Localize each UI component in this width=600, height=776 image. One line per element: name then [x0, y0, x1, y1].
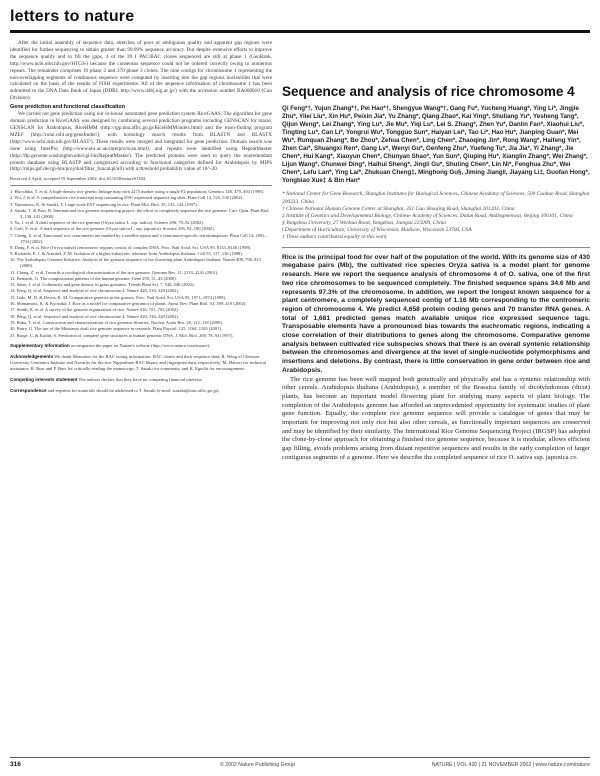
- affiliation-list: [282, 191, 590, 241]
- author-list: Qi Feng*†, Yujun Zhang*†, Pei Hao*†, Shengyue Wang*†, Gang Fu*, Yucheng Huang*, Ying Li*, Jingjie Zhu*, Yilei Liu*, Xin Hu*, Peixin Jia*, Yu Zhang*, Qiang Zhao*, Kai Ying*, Shuliang Yu*, Yesheng Tang*, Qijun Weng*, Lei Zhang*, Ying Lu*, Jie Mu*, Yiqi Lu*, Lei S. Zhang*, Zhen Yu*, Danlin Fan*, Xiaohui Liu*, Tingting Lu*, Can Li*, Yongrui Wu*, Tongguo Sun*, Haiyan Lei*, Tao Li*, Hao Hu*, Jianping Guan*, Mei Wu*, Runquan Zhang*, Bo Zhou*, Zehua Chen*, Ling Chen*, Zhaoqing Jin*, Rong Wang*, Haifeng Yin*, Zhen Cai*, Shuangxi Ren*, Gang Lv*, Wenyi Gu*, Genfeng Zhu*, Yuefeng Tu*, Jia Jia*, Yi Zhang*, Jie Chen*, Hui Kang*, Xiaoyun Chen*, Chunyan Shao*, Yun Sun*, Qiuping Hu*, Xianglin Zhang*, Wei Zhang*, Lijun Wang*, Chunwei Ding*, Haihui Sheng*, Jingli Gu*, Shuting Chen*, Lin Ni*, Fenghua Zhu*, Wei Chen*, Lefu Lan*, Ying Lai*, Zhukuan Cheng‡, Minghong Gu§, Jiming Jiang‖, Jiayang Li‡, Guofan Hong*, Yongbiao Xue‡ & Bin Han*: [282, 104, 590, 185]
- intro-paragraph: After the initial assembly of sequence data, stretches of poor or ambiguous quality and apparent gap regions were identified for further sequencing to obtain greater than 99.99% sequence accuracy. But despite extensive efforts to improve the sequence quality and to fill the gaps, 4 of the 39 I PAC/BAC clones sequenced are still at phase 1 (GenBank, http://www.ncbi.nlm.nih.gov/HTGS/) because the consensus sequence could not be ordered correctly owing to numerous repeats. The remainder comprises 16 phase 2 and 370 phase 3 clones. The nine contigs for chromosome 1 representing the non-overlapping segments of continuous sequence were computed by inserting into the gap regions nucleotides that were calculated on the basis of the results of FISH experiments. All of the sequence information of chromosome 1 has been submitted to the DNA Data Bank of Japan (DDBJ, http://www.ddbj.nig.ac.jp/) with the accession number BA000010 (Con Division).: [10, 40, 272, 102]
- competing-interests-text: The authors declare that they have no competing financial interests.: [78, 377, 203, 383]
- correspondence-label: Correspondence: [10, 388, 47, 394]
- reference-item: 20. Barry, G. The use of the Monsanto draft rice genome sequence in research. Plant Physiol. 125, 1164–1165 (2001).: [10, 326, 222, 332]
- reference-list: [10, 189, 272, 339]
- reference-item: 7. Cheng, Z. et al. Functional rice centromeres are marked by a satellite repeat and a centromere-specific retrotransposon. Plant Cell 14, 1691–1704 (2002).: [10, 232, 267, 244]
- reference-item: 15. Gale, M. D. & Devos, K. M. Comparative genetics in the grasses. Proc. Natl Acad. Sci. USA 95, 1971–1974 (1998).: [10, 294, 227, 300]
- supplementary-text: accompanies the paper on Nature's website (http://www.nature.com/nature).: [70, 343, 211, 349]
- gene-prediction-heading: Gene prediction and functional classification: [10, 104, 126, 111]
- reference-item: 14. Feng, Q. et al. Sequence and analysis of rice chromosome 4. Nature 420, 316–320 (2002).: [10, 288, 179, 294]
- reference-item: 5. Yu, J. et al. A draft sequence of the rice genome (Oryza sativa L. ssp. indica). Science 296, 79–92 (2002).: [10, 220, 204, 225]
- left-column: [10, 40, 272, 755]
- affiliation-item: § Yangzhou University, 27 Wenhua Road, Yangzhou, Jiangsu 225009, China: [282, 219, 446, 226]
- supplementary-info: [10, 343, 272, 349]
- intro-section: [10, 40, 272, 173]
- reference-item: 18. Peng, Q. et al. Sequence and analysis of rice chromosome 4. Nature 420, 316–320 (2002).: [10, 313, 179, 319]
- reference-item: 21. Burge, C. & Karlin, S. Prediction of complete gene structures in human genomic DNA. J. Mol. Biol. 268, 78–94 (1997).: [10, 332, 234, 338]
- reference-item: 11. Cheng, Z. et al. Towards a cytological characterization of the rice genome. Genome Res. 11, 2133–2141 (2001).: [10, 269, 219, 275]
- reference-item: 12. Bernardi, G. The compositional patterns of the human genome. Gene 259, 31–43 (2000).: [10, 275, 177, 281]
- supplementary-label: Supplementary Information: [10, 343, 70, 349]
- affiliation-item: ‖ Department of Horticulture, University of Wisconsin, Madison, Wisconsin 53706, USA: [282, 226, 472, 233]
- abstract: Rice is the principal food for over half of the population of the world. With its genome size of 430 megabase pairs (Mb), the cultivated rice species Oryza sativa is a model plant for genome research. Here we report the sequence analysis of chromosome 4 of O. sativa, one of the first two rice chromosomes to be sequenced completely. The finished sequence spans 34.6 Mb and represents 97.3% of the chromosome. In addition, we report the longest known sequence for a plant centromere, a completely sequenced contig of 1.16 Mb corresponding to the centromeric region of chromosome 4. We predict 4,658 protein coding genes and 70 transfer RNA genes. A total of 1,681 predicted genes match available unique rice expressed sequence tags. Transposable elements have a pronounced bias towards the euchromatic regions, indicating a close correlation of their distributions to genes along the chromosome. Comparative genome analysis between cultivated rice subspecies shows that there is an overall syntenic relationship between the chromosomes and divergence at the level of single-nucleotide polymorphisms and insertions and deletions. By contrast, there is little conservation in gene order between rice and Arabidopsis.: [282, 253, 590, 374]
- section-header: letters to nature: [10, 8, 135, 25]
- reference-item: 3. Yamamoto, K. & Sasaki, T. Large-scale EST sequencing in rice. Plant Mol. Biol. 35, 135–144 (1997).: [10, 201, 198, 207]
- journal-citation: NATURE | VOL 420 | 21 NOVEMBER 2002 | www.nature.com/nature: [431, 762, 590, 768]
- affiliation-item: ‡ Institute of Genetics and Developmental Biology, Chinese Academy of Sciences, Datun Road, Andingmenwai, Beijing 100101, China: [282, 212, 573, 219]
- page-number: 316: [10, 761, 21, 768]
- reference-item: 13. Salse, J. et al. Colinearity and gene density in grass genomes. Trends Plant Sci. 7, 540–546 (2002).: [10, 282, 195, 288]
- acknowledgements: [10, 354, 272, 372]
- competing-interests-label: Competing interests statement: [10, 377, 78, 383]
- header-rule: [10, 30, 590, 33]
- acknowledgements-text: We thank Monsanto for the BAC contig information, BAC clones and their sequence data; R. Wing of Clemson University Genomics Institute and Novartis for the rice Nipponbare BAC library and fingerprint data, respectively; M. Hattori for technical assistance; B. Burr and F. Burr for critically reading the manuscript; T. Sasaki for comments; and K. Eguchi for encouragement.: [10, 354, 267, 372]
- reference-item: 8. Dong, F. et al. Rice (Oryza sativa) centromeric regions consist of complex DNA. Proc. Natl Acad. Sci. USA 95, 8135–8140 (1998).: [10, 244, 252, 250]
- affiliation-item: † Chinese National Human Genome Center at Shanghai, 351 Guo Shoujing Road, Shanghai 201203, China: [282, 205, 515, 212]
- reference-item: 2. Wu, J. et al. A comprehensive rice transcript map containing 6591 expressed sequence tag sites. Plant Cell 14, 525–535 (2002).: [10, 195, 244, 201]
- affiliation-item: * National Center for Gene Research, Shanghai Institutes for Biological Sciences, Chinese Academy of Sciences, 500 Caobao Road, Shanghai 200233, China: [282, 191, 590, 205]
- footer-rule: [10, 757, 590, 758]
- reference-item: 6. Goff, S. et al. A draft sequence of the rice genome (Oryza sativa L. ssp. japonica). Science 296, 92–100 (2002).: [10, 226, 215, 232]
- reference-item: 10. The Arabidopsis Genome Initiative. Analysis of the genome sequence of the flowering plant Arabidopsis thaliana. Nature 408, 796–815 (2000).: [10, 257, 261, 269]
- acknowledgements-label: Acknowledgements: [10, 354, 54, 360]
- reference-item: 16. Shimamoto, K. & Kyozuka, J. Rice as a model for comparative genomics of plants. Annu. Rev. Plant Biol. 53, 399–419 (2002).: [10, 301, 247, 307]
- right-column: [282, 40, 590, 755]
- received-line: Received 4 April; accepted 19 September 2002; doi:10.1038/nature01184.: [10, 176, 147, 182]
- affiliation-item: † These authors contributed equally to this work: [282, 234, 387, 240]
- correspondence-text: and requests for materials should be addressed to T. Sasaki (e-mail: tsasaki@nias.affrc.go.jp).: [47, 388, 220, 394]
- correspondence: [10, 388, 272, 394]
- copyright-notice: © 2002 Nature Publishing Group: [220, 762, 296, 768]
- article-title: Sequence and analysis of rice chromosome 4: [282, 84, 575, 99]
- received-rule: [10, 185, 272, 186]
- reference-item: 17. Smith, K. et al. A survey of the genome organization of rice. Nature 416, 701–702 (2002).: [10, 307, 179, 313]
- reference-item: 4. Sasaki, T. & Burr, B. International rice genome sequencing project: the effort to completely sequence the rice genome. Curr. Opin. Plant Biol. 3, 138–141 (2000).: [10, 207, 270, 219]
- reference-item: 1. Hirochika, T. et al. A high-density rice genetic linkage map with 2275 marker using a single F2 population. Genetics 148, 479–494 (1998).: [10, 188, 265, 194]
- gene-prediction-paragraph: We carried out gene prediction using our in-house automated gene prediction system RiceGAAS. The algorithm for gene domain prediction in RiceGAAS was designed by combining several prediction programs including GENSCAN for maize, GENSCAN for Arabidopsis, RiceHMM (http://rgp.dna.affrc.go.jp/RiceHMM/index.html) and the exon-finding program MZEF (http://rulai.cshl.org/genefinder/), with homology search results from BLASTN and BLASTX (http://www.ncbi.nlm.nih.gov/BLAST/). These results were merged and integrated for gene prediction. Domain search was done using InterPro (http://www.ebi.ac.uk/interpro/scan.html), and repeats were identified using RepeatMasker (http://ftp.genome.washington.edu/cgi-bin/RepeatMasker). The predicted proteins were used to query the nonredundant protein database using BLASTP and categorized according to functional categories defined for Arabidopsis by MIPS (http://mips.gsf.de/cgi-bin/proj/thal/filter_funcat.pl/all) with a threshold probability value of 10^-20.: [10, 111, 272, 173]
- affiliation-rule: [282, 247, 590, 248]
- main-text: The rice genome has been well mapped both genetically and physically and has a syntenic relationship with other cereals. Arabidopsis thaliana (Arabidopsis), a member of the Brassica family of dicotyledonous (dicot) plants, has become an important model flowering plant for studying many aspects of plant biology. The completion of the Arabidopsis genome has afforded an unprecedented opportunity for systematic studies of plant gene function. Equally, the complete rice genome sequence will provide a catalogue of genes that may be important for improving not only rice but also other cereals, as functionally important sequences are conserved and may be identified by their similarity. The International Rice Genome Sequencing Project (IRGSP) has adopted the clone-by-clone approach for obtaining a finished rice genome sequence, because it is modular, allows efficient gap filling, avoids problems arising from distant repetitive sequences and results in the early completion of larger contiguous segments of a genome. Here we describe the completed sequence of rice O. sativa ssp. japonica cv.: [282, 375, 590, 461]
- reference-item: 9. Richards, E. J. & Ausubel, F. M. Isolation of a higher eukaryotic telomere from Arabidopsis thaliana. Cell 53, 127–136 (1988).: [10, 251, 243, 257]
- reference-item: 19. Baba, T. et al. Construction and characterization of rice genomic libraries. Nucleic Acids Res. 28, 112–118 (2000).: [10, 319, 223, 325]
- competing-interests: [10, 377, 272, 383]
